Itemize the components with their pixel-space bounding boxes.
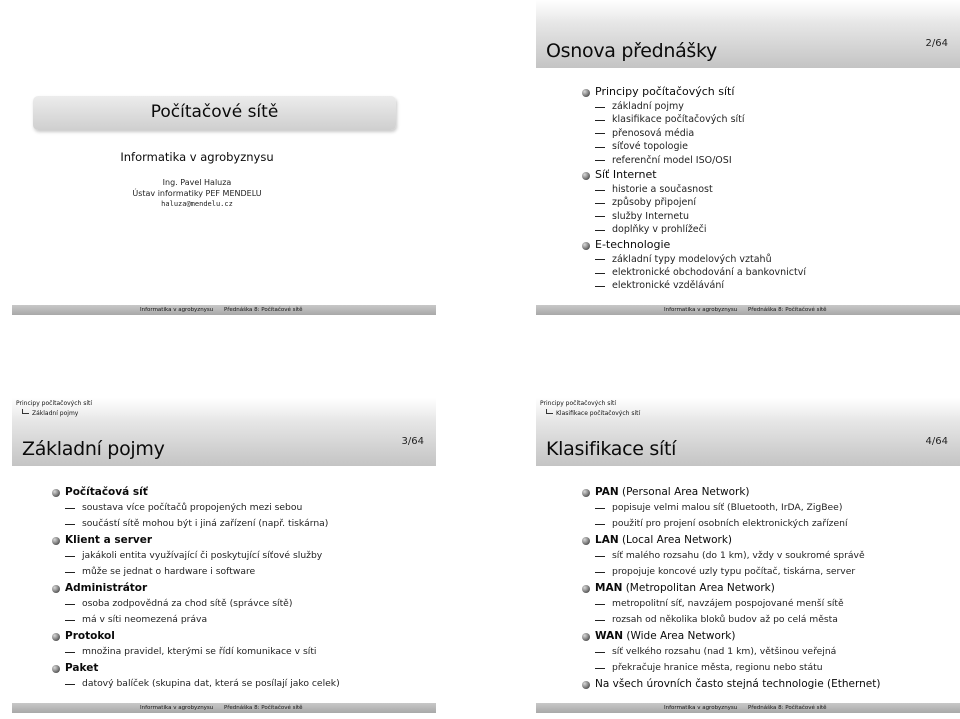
list-item: služby Internetu bbox=[582, 210, 952, 223]
section-heading: LAN (Local Area Network) bbox=[582, 532, 952, 548]
footer-lecture: Přednáška 8: Počítačové sítě bbox=[748, 307, 827, 313]
author-email: haluza@mendelu.cz bbox=[161, 200, 233, 208]
list-item: propojuje koncové uzly typu počítač, tiskárna, server bbox=[582, 564, 952, 580]
bullet-ball-icon bbox=[52, 633, 60, 641]
slide-footer bbox=[536, 305, 960, 315]
footer-lecture: Přednáška 8: Počítačové sítě bbox=[748, 705, 827, 711]
footer-lecture: Přednáška 8: Počítačové sítě bbox=[224, 705, 303, 711]
section-heading: MAN (Metropolitan Area Network) bbox=[582, 580, 952, 596]
slide-content bbox=[582, 84, 952, 293]
section-heading: E-technologie bbox=[582, 237, 952, 253]
list-item: metropolitní síť, navzájem pospojované menší sítě bbox=[582, 596, 952, 612]
slide-header bbox=[536, 0, 960, 68]
bullet-ball-icon bbox=[582, 172, 590, 180]
list-item: má v síti neomezená práva bbox=[52, 612, 422, 628]
list-item: historie a současnost bbox=[582, 183, 952, 196]
list-item: množina pravidel, kterými se řídí komunikace v síti bbox=[52, 644, 422, 660]
footer-course: Informatika v agrobyznysu bbox=[140, 705, 214, 711]
bullet-ball-icon bbox=[52, 537, 60, 545]
slide-title bbox=[12, 0, 436, 315]
section-heading: Počítačová síť bbox=[52, 484, 422, 500]
list-item: elektronické vzdělávání bbox=[582, 279, 952, 292]
section-heading: Principy počítačových sítí bbox=[582, 84, 952, 100]
slide-basic-terms bbox=[12, 398, 436, 713]
bullet-ball-icon bbox=[582, 681, 590, 689]
list-item: referenční model ISO/OSI bbox=[582, 154, 952, 167]
footer-course: Informatika v agrobyznysu bbox=[664, 705, 738, 711]
bullet-ball-icon bbox=[582, 585, 590, 593]
slide-header bbox=[12, 398, 436, 466]
list-item: datový balíček (skupina dat, která se posílají jako celek) bbox=[52, 676, 422, 692]
section-heading: Paket bbox=[52, 660, 422, 676]
tree-branch-icon bbox=[546, 409, 553, 414]
bullet-ball-icon bbox=[52, 585, 60, 593]
list-item: osoba zodpovědná za chod sítě (správce sítě) bbox=[52, 596, 422, 612]
bullet-ball-icon bbox=[582, 89, 590, 97]
list-item: může se jednat o hardware i software bbox=[52, 564, 422, 580]
list-item: síť malého rozsahu (do 1 km), vždy v soukromé správě bbox=[582, 548, 952, 564]
section-heading: PAN (Personal Area Network) bbox=[582, 484, 952, 500]
list-item: soustava více počítačů propojených mezi sebou bbox=[52, 500, 422, 516]
bullet-ball-icon bbox=[582, 242, 590, 250]
presentation-title: Počítačové sítě bbox=[150, 102, 279, 122]
section-heading: Administrátor bbox=[52, 580, 422, 596]
section-heading: Protokol bbox=[52, 628, 422, 644]
page-number: 3/64 bbox=[401, 436, 424, 447]
list-item: elektronické obchodování a bankovnictví bbox=[582, 266, 952, 279]
tree-branch-icon bbox=[22, 409, 29, 414]
list-item: přenosová média bbox=[582, 127, 952, 140]
page-number: 2/64 bbox=[925, 38, 948, 49]
slide-header bbox=[536, 398, 960, 466]
breadcrumb-subsection: Klasifikace počítačových sítí bbox=[546, 409, 640, 417]
list-item: rozsah od několika bloků budov až po celá města bbox=[582, 612, 952, 628]
page-number: 4/64 bbox=[925, 436, 948, 447]
list-item: síťové topologie bbox=[582, 140, 952, 153]
slide-footer bbox=[536, 703, 960, 713]
list-item: použití pro projení osobních elektronických zařízení bbox=[582, 516, 952, 532]
footer-lecture: Přednáška 8: Počítačové sítě bbox=[224, 307, 303, 313]
list-item: součástí sítě mohou být i jiná zařízení (např. tiskárna) bbox=[52, 516, 422, 532]
list-item: doplňky v prohlížeči bbox=[582, 223, 952, 236]
section-heading: Síť Internet bbox=[582, 167, 952, 183]
slide-outline bbox=[536, 0, 960, 315]
title-box bbox=[33, 96, 396, 130]
list-item: základní pojmy bbox=[582, 100, 952, 113]
slide-content bbox=[52, 484, 422, 692]
list-item: jakákoli entita využívající či poskytující síťové služby bbox=[52, 548, 422, 564]
list-item: základní typy modelových vztahů bbox=[582, 253, 952, 266]
bullet-ball-icon bbox=[582, 537, 590, 545]
section-heading: Na všech úrovních často stejná technologie (Ethernet) bbox=[582, 676, 952, 692]
footer-course: Informatika v agrobyznysu bbox=[140, 307, 214, 313]
slide-footer bbox=[12, 703, 436, 713]
slide-title-text: Osnova přednášky bbox=[546, 40, 718, 62]
footer-course: Informatika v agrobyznysu bbox=[664, 307, 738, 313]
bullet-ball-icon bbox=[582, 633, 590, 641]
section-heading: WAN (Wide Area Network) bbox=[582, 628, 952, 644]
breadcrumb-subsection: Základní pojmy bbox=[22, 409, 78, 417]
bullet-ball-icon bbox=[52, 665, 60, 673]
breadcrumb-section: Principy počítačových sítí bbox=[16, 400, 93, 407]
list-item: překračuje hranice města, regionu nebo státu bbox=[582, 660, 952, 676]
slide-title-text: Klasifikace sítí bbox=[546, 438, 677, 460]
bullet-ball-icon bbox=[52, 489, 60, 497]
breadcrumb-section: Principy počítačových sítí bbox=[540, 400, 617, 407]
slide-title-text: Základní pojmy bbox=[22, 438, 165, 460]
section-heading: Klient a server bbox=[52, 532, 422, 548]
presentation-subtitle: Informatika v agrobyznysu bbox=[120, 150, 274, 164]
slide-network-classification bbox=[536, 398, 960, 713]
bullet-ball-icon bbox=[582, 489, 590, 497]
list-item: klasifikace počítačových sítí bbox=[582, 113, 952, 126]
list-item: způsoby připojení bbox=[582, 196, 952, 209]
slide-content bbox=[582, 484, 952, 692]
author-name: Ing. Pavel Haluza bbox=[162, 178, 232, 187]
slide-footer bbox=[12, 305, 436, 315]
list-item: síť velkého rozsahu (nad 1 km), většinou veřejná bbox=[582, 644, 952, 660]
list-item: popisuje velmi malou síť (Bluetooth, IrDA, ZigBee) bbox=[582, 500, 952, 516]
author-institute: Ústav informatiky PEF MENDELU bbox=[132, 189, 262, 198]
